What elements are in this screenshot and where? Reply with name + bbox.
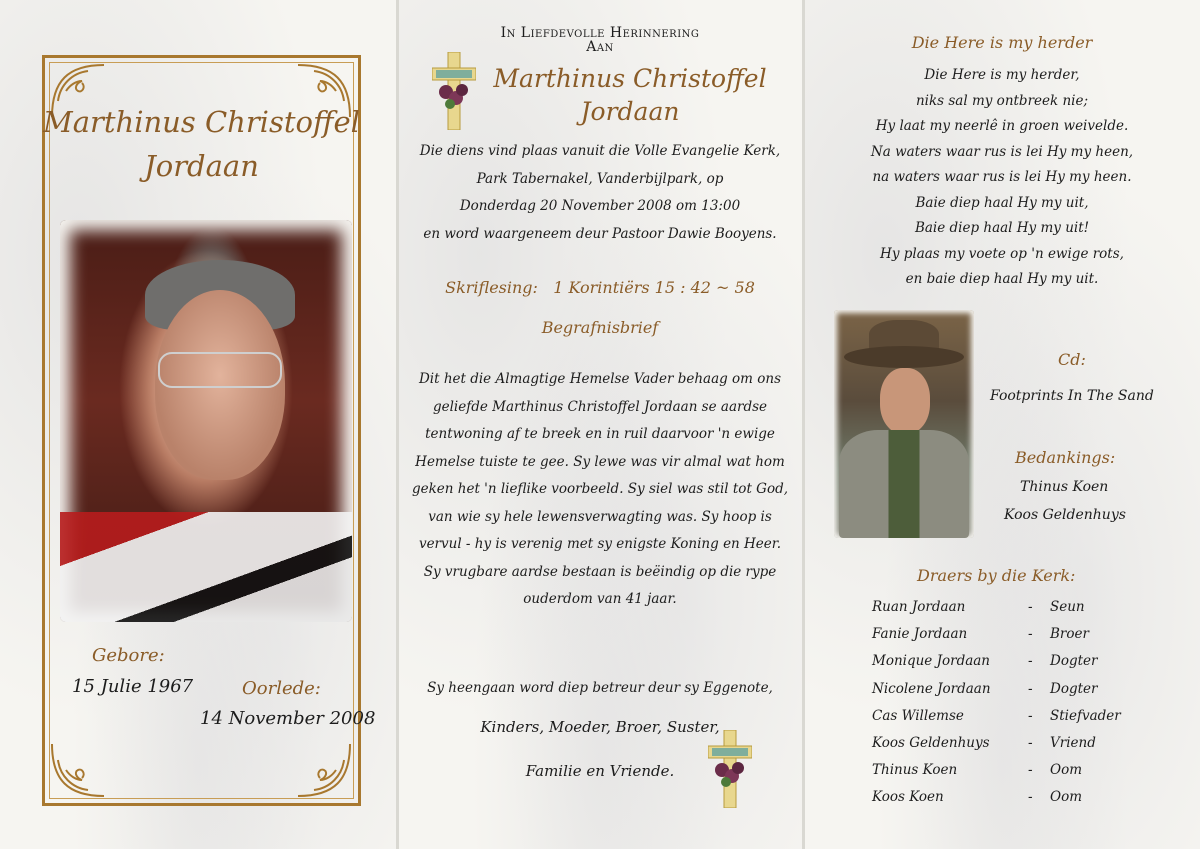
list-item xyxy=(872,621,1132,648)
family-line-2: Familie en Vriende. xyxy=(525,762,675,780)
funeral-letter xyxy=(398,366,802,614)
bearer-relation: Oom xyxy=(1050,762,1082,779)
portrait-photo xyxy=(60,220,352,622)
letter-line: Hemelse tuiste te gee. Sy lewe was vir almal wat hom xyxy=(415,453,785,470)
heading-line-1: In Liefdevolle Herinnering xyxy=(500,25,700,41)
service-line: en word waargeneem deur Pastoor Dawie Booyens. xyxy=(423,225,777,242)
heading-line-2: Aan xyxy=(586,39,614,55)
born-label: Gebore: xyxy=(92,645,165,666)
name-line-2: Jordaan xyxy=(580,97,680,126)
name-line-1: Marthinus Christoffel xyxy=(493,64,767,93)
born-date: 15 Julie 1967 xyxy=(72,676,194,697)
list-item xyxy=(872,648,1132,675)
died-label: Oorlede: xyxy=(242,678,321,699)
scroll-ornament-icon xyxy=(294,740,354,800)
cross-flowers-icon xyxy=(708,730,752,808)
cross-flowers-icon xyxy=(432,52,476,130)
letter-line: ouderdom van 41 jaar. xyxy=(523,591,677,607)
psalm-line: Baie diep haal Hy my uit, xyxy=(915,194,1089,211)
psalm-text xyxy=(804,63,1200,293)
letter-line: vervul - hy is verenig met sy enigste Koning en Heer. xyxy=(418,536,782,552)
deceased-name-middle xyxy=(480,62,780,128)
list-item xyxy=(872,594,1132,621)
psalm-line: Na waters waar rus is lei Hy my heen, xyxy=(870,143,1134,160)
letter-line: geken het 'n lieflike voorbeeld. Sy siel was stil tot God, xyxy=(411,481,789,497)
photo-hat-brim xyxy=(844,346,964,368)
letter-line: tentwoning af te breek en in ruil daarvoor 'n ewige xyxy=(425,426,775,442)
separator: - xyxy=(1028,789,1033,806)
list-item xyxy=(872,757,1132,784)
separator: - xyxy=(1028,626,1033,643)
memorial-heading xyxy=(398,26,802,54)
scripture-label: Skriflesing: xyxy=(445,278,538,297)
cd-label: Cd: xyxy=(1058,350,1086,369)
family-line-1: Kinders, Moeder, Broer, Suster, xyxy=(480,718,720,736)
letter-line: Dit het die Almagtige Hemelse Vader behaag om ons xyxy=(418,371,782,387)
deceased-name xyxy=(42,100,361,188)
bearer-relation: Dogter xyxy=(1050,653,1098,670)
letter-line: van wie sy hele lewensverwagting was. Sy hoop is xyxy=(428,508,772,525)
bearer-relation: Vriend xyxy=(1050,734,1096,751)
separator: - xyxy=(1028,762,1033,779)
bearers-list xyxy=(872,594,1132,812)
died-date: 14 November 2008 xyxy=(200,708,376,729)
list-item xyxy=(872,703,1132,730)
scripture-reading xyxy=(398,278,802,297)
list-item xyxy=(872,676,1132,703)
bearer-relation: Broer xyxy=(1050,626,1089,643)
bearer-name: Thinus Koen xyxy=(872,762,958,779)
service-line: Die diens vind plaas vanuit die Volle Evangelie Kerk, xyxy=(419,143,781,159)
bearer-relation: Stiefvader xyxy=(1050,707,1121,724)
letter-line: geliefde Marthinus Christoffel Jordaan se aardse xyxy=(432,398,768,415)
list-item xyxy=(872,730,1132,757)
bearer-name: Koos Geldenhuys xyxy=(872,734,990,751)
psalm-line: Hy plaas my voete op 'n ewige rots, xyxy=(880,245,1124,262)
bearer-name: Cas Willemse xyxy=(872,707,964,724)
psalm-line: Hy laat my neerlê in groen weivelde. xyxy=(875,118,1129,134)
scripture-reference: 1 Korintiërs 15 : 42 ~ 58 xyxy=(553,278,755,297)
separator: - xyxy=(1028,653,1033,670)
letter-title: Begrafnisbrief xyxy=(541,318,659,337)
psalm-line: Die Here is my herder, xyxy=(924,67,1080,83)
bearer-name: Nicolene Jordaan xyxy=(872,680,991,697)
psalm-line: na waters waar rus is lei Hy my heen. xyxy=(872,169,1132,185)
separator: - xyxy=(1028,707,1033,724)
thanks-name: Koos Geldenhuys xyxy=(1004,507,1126,523)
photo-face xyxy=(880,368,930,434)
psalm-title: Die Here is my herder xyxy=(911,33,1093,52)
photo-glasses xyxy=(158,352,282,388)
separator: - xyxy=(1028,680,1033,697)
letter-line: Sy vrugbare aardse bestaan is beëindig op die rype xyxy=(423,563,777,580)
thanks-label: Bedankings: xyxy=(1015,448,1116,467)
bearer-relation: Seun xyxy=(1050,599,1085,615)
bearer-name: Fanie Jordaan xyxy=(872,626,968,643)
bearer-relation: Oom xyxy=(1050,789,1082,806)
psalm-line: en baie diep haal Hy my uit. xyxy=(905,271,1099,287)
bearers-label: Draers by die Kerk: xyxy=(917,566,1076,585)
scroll-ornament-icon xyxy=(48,740,108,800)
thanks-name: Thinus Koen xyxy=(1020,479,1109,495)
photo-jacket xyxy=(839,430,969,538)
separator: - xyxy=(1028,599,1033,615)
photo-shirt xyxy=(60,512,352,622)
name-line-2: Jordaan xyxy=(144,149,259,183)
bearer-name: Monique Jordaan xyxy=(872,653,991,670)
name-line-1: Marthinus Christoffel xyxy=(43,105,360,139)
bearer-relation: Dogter xyxy=(1050,680,1098,697)
bearer-name: Ruan Jordaan xyxy=(872,599,966,615)
psalm-line: Baie diep haal Hy my uit! xyxy=(914,220,1090,236)
bearer-name: Koos Koen xyxy=(872,789,944,806)
service-line: Park Tabernakel, Vanderbijlpark, op xyxy=(476,170,724,187)
service-details xyxy=(398,138,802,248)
hat-portrait-photo xyxy=(834,310,974,538)
cd-title: Footprints In The Sand xyxy=(990,388,1154,404)
separator: - xyxy=(1028,734,1033,751)
psalm-line: niks sal my ontbreek nie; xyxy=(915,92,1089,109)
list-item xyxy=(872,784,1132,811)
service-line: Donderdag 20 November 2008 om 13:00 xyxy=(459,198,741,214)
mourned-line: Sy heengaan word diep betreur deur sy Eggenote, xyxy=(427,680,773,696)
